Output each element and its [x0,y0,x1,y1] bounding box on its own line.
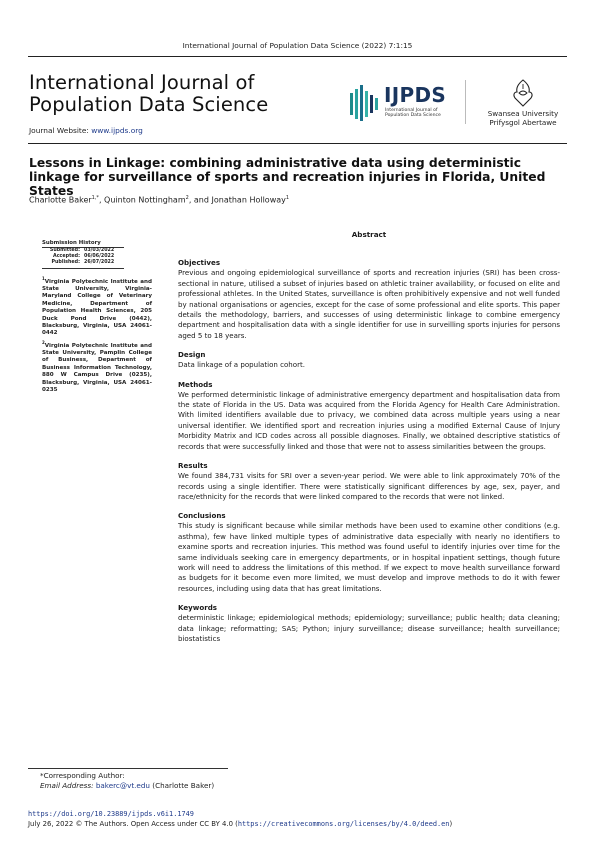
ijpds-wordmark: IJPDS [384,83,447,107]
swansea-name-cy: Prifysgol Abertawe [489,117,557,127]
swansea-crest-icon [508,78,538,108]
abstract-section-results [178,461,560,502]
submission-row [42,260,152,266]
license-close-paren: ) [449,820,453,828]
page-footer [28,809,452,829]
section-body: We found 384,731 visits for SRI over a seven-year period. We were able to link approximately 70% of the records using a single identifier. There were statistically significant differences by age, sex, payer, and race/ethnicity for the records that were linked compared to the records that were not linked. [178,471,560,501]
submission-label: Published: [51,260,80,266]
affiliation [42,339,152,395]
submission-date: 26/07/2022 [84,260,115,266]
license-line [28,819,452,829]
journal-website-label: Journal Website: [29,126,92,135]
author-name: Charlotte Baker [29,195,92,205]
author-list [29,195,289,205]
logo-divider [465,80,466,124]
running-head: International Journal of Population Data Science (2022) 7:1:15 [182,41,413,50]
section-body: Previous and ongoing epidemiological surveillance of sports and recreation injuries (SRI) has been cross-sectional in nature, utilised a subset of injuries based on athletic trainer availability, or focused on elite and professional athletes. In the United States, surveillance is often prohibitively expensive and not well funded by national organisations or agencies, except for the case of some professional and elite sports. This paper details the methodology, barriers, and successes of using deterministic linkage to combine emergency department and hospitalisation data with a single identifier for use in surveilling sports injuries for persons aged 5 to 18 years. [178,268,560,340]
journal-title-line1: International Journal of [29,71,255,94]
affiliation-sup: 1 [42,275,45,281]
ijpds-subtitle-line2: Population Data Science [385,113,441,119]
abstract-section-design [178,350,560,370]
affiliation-sup: 2 [42,339,45,345]
author-name: Jonathan Holloway [211,195,286,205]
swansea-name-en: Swansea University [487,109,559,118]
abstract [178,230,560,653]
affiliation-text: Virginia Polytechnic Institute and State University, Pamplin College of Business, Department of Business Information Technology, 880 W Campus Drive (0235), Blacksburg, Virginia, USA 24061-0235 [42,342,152,394]
section-body: This study is significant because while similar methods have been used to examine other conditions (e.g. asthma), few have linked multiple types of administrative data especially with nearly no identifiers to examine sports and recreation injuries. This method was found useful to identify injuries over time for the same individuals seeking care in emergency departments, or in hospital inpatient settings, though future work will need to address the limitations of this method. If we expect to move health surveillance forward as budgets for it become even more limited, we must develop and improve methods to do it with fewer resources, including using data that has great limitations. [178,521,560,593]
affiliation [42,275,152,338]
paper-title: Lessons in Linkage: combining administrative data using deterministic linkage for surveillance of sports and recreation injuries in Florida, United States [29,156,546,198]
author-separator: , and [188,195,212,205]
section-body: Data linkage of a population cohort. [178,360,305,370]
author-name: Quinton Nottingham [104,195,186,205]
ijpds-bars-icon [348,83,380,123]
submission-label: Accepted: [53,254,80,260]
corresponding-author [40,771,214,791]
author-affil-sup: 1,* [91,195,99,201]
publication-date-text: July 26, 2022 © The Authors. Open Access under CC BY 4.0 ( [28,820,238,828]
section-heading: Design [178,350,206,360]
author-separator: , [98,195,105,205]
submission-history-heading: Submission History [42,240,124,248]
ijpds-subtitle [385,108,459,118]
swansea-logo [478,78,568,128]
abstract-heading: Abstract [351,230,387,239]
submission-history-rule [42,268,124,269]
email-suffix: (Charlotte Baker) [149,781,215,790]
submission-label: Submitted: [49,248,80,253]
section-heading: Results [178,461,208,471]
author-affil-sup: 2 [185,195,189,201]
section-heading: Keywords [178,603,218,613]
abstract-section-objectives [178,258,560,341]
license-link[interactable]: https://creativecommons.org/licenses/by/4.0/deed.en [237,820,450,828]
affiliation-text: Virginia Polytechnic Institute and State University, Virginia-Maryland College of Veterinary Medicine, Department of Population Health Sciences, 205 Duck Pond Drive (0442), Blacksburg, Virginia, USA 24061-0442 [42,278,152,337]
author-affil-sup: 1 [285,195,290,201]
abstract-section-methods [178,380,560,452]
ijpds-subtitle-line1: International Journal of [385,108,438,113]
sidebar [42,240,152,395]
section-heading: Objectives [178,258,221,268]
abstract-section-keywords [178,603,560,644]
journal-website [29,126,143,135]
submission-date: 03/03/2022 [84,248,115,253]
footnote-rule [28,768,228,769]
section-heading: Methods [178,379,213,389]
corresponding-label: *Corresponding Author: [40,771,125,780]
masthead-rule [28,143,567,144]
header-rule [28,56,567,57]
section-body: deterministic linkage; epidemiological methods; epidemiology; surveillance; public health; data cleaning; data linkage; reformatting; SAS; Python; injury surveillance; disease surveillance; health surveillance; biostatistics [178,613,560,643]
ijpds-logo [348,83,458,123]
email-link[interactable]: bakerc@vt.edu [95,781,150,790]
corresponding-email-line [40,781,214,791]
section-body: We performed deterministic linkage of administrative emergency department and hospitalisation data from the state of Florida in the US. Data was acquired from the Florida Agency for Health Care Administration. With limited identifiers available due to privacy, we combined data across multiple years using a near universal identifier. We identified sport and recreation injuries using a modified External Cause of Injury Morbidity Matrix and ICD codes across all possible diagnoses. Finally, we obtained descriptive statistics of records that were successfully linked and those that were not to assess similarities between the groups. [178,389,560,451]
journal-title [29,72,319,116]
section-heading: Conclusions [178,511,226,521]
journal-title-line2: Population Data Science [29,93,269,116]
doi-link[interactable]: https://doi.org/10.23889/ijpds.v6i1.1749 [28,810,194,818]
abstract-section-conclusions [178,511,560,594]
submission-date: 06/06/2022 [84,254,115,260]
journal-website-link[interactable]: www.ijpds.org [91,126,143,135]
email-label: Email Address: [40,781,96,790]
